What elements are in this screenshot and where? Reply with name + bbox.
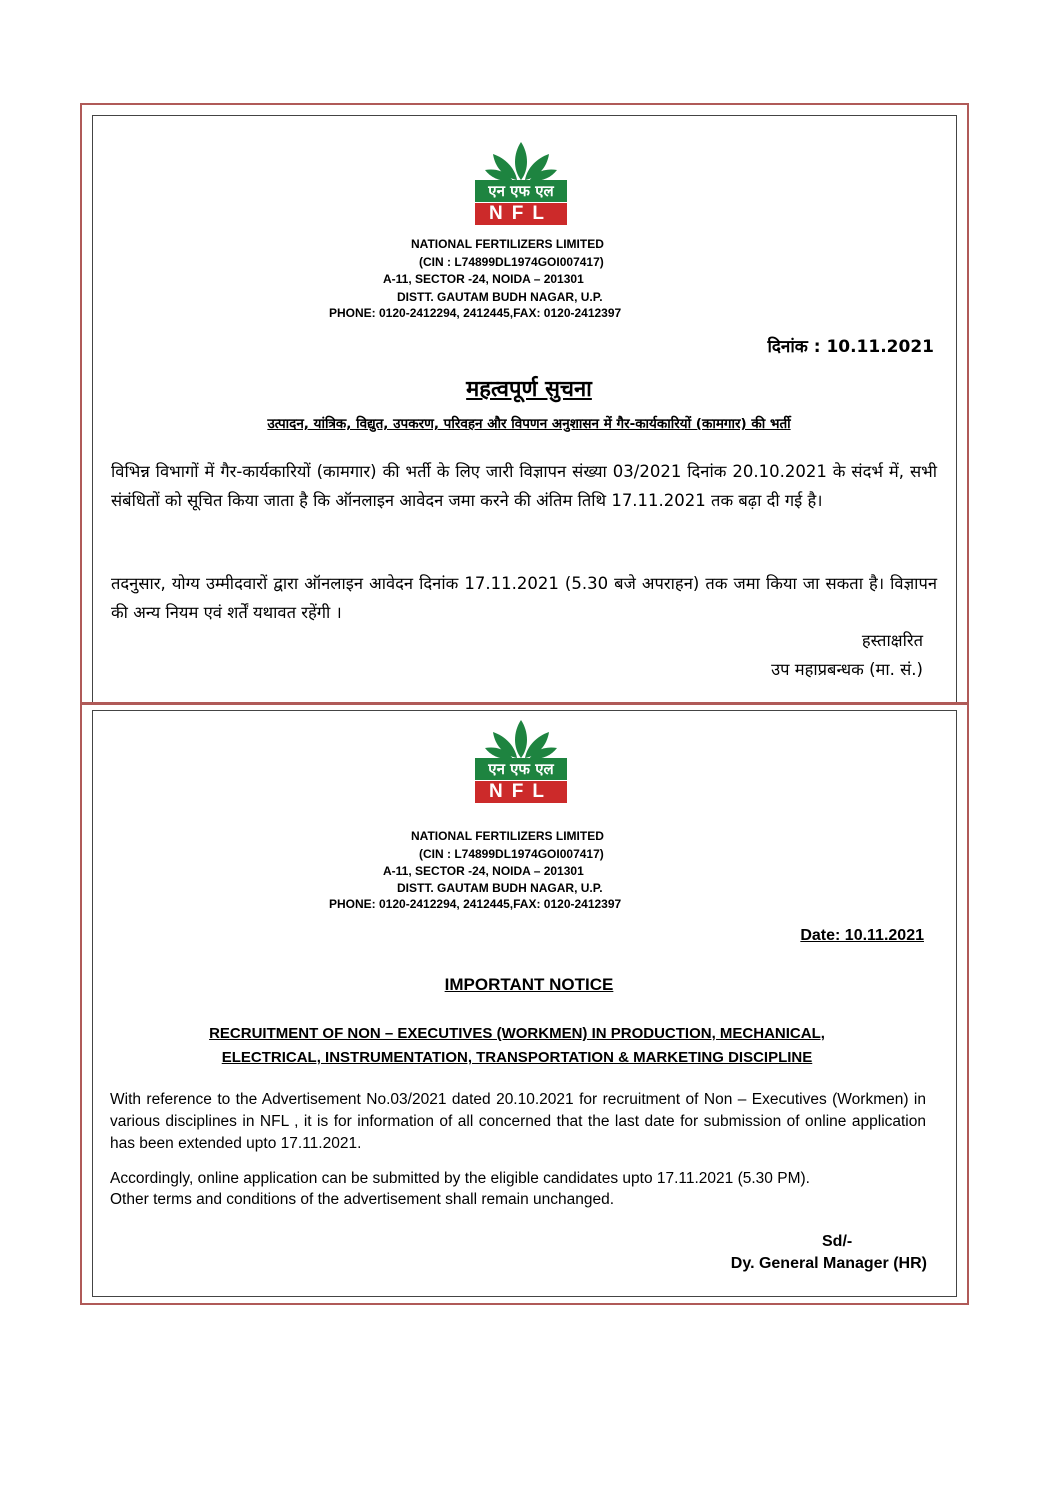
hindi-paragraph-2: तदनुसार, योग्य उम्मीदवारों द्वारा ऑनलाइन आवेदन दिनांक 17.11.2021 (5.30 बजे अपराहन) तक जमा किया जा सकता है। विज्ञापन की अन्य नियम एवं शर्तें यथावत रहेंगी ।	[111, 574, 937, 622]
company-cin: (CIN : L74899DL1974GOI007417)	[419, 847, 604, 861]
company-address-line1: A-11, SECTOR -24, NOIDA – 201301	[383, 864, 584, 878]
hindi-title: महत्वपूर्ण सुचना	[466, 377, 592, 402]
logo-hindi-text: एन एफ एल	[475, 180, 567, 202]
english-subtitle	[0, 1022, 1034, 1070]
hindi-subtitle: उत्पादन, यांत्रिक, विद्युत, उपकरण, परिवहन और विपणन अनुशासन में गैर-कार्यकारियों (कामगार) की भर्ती	[267, 416, 791, 432]
company-name: NATIONAL FERTILIZERS LIMITED	[411, 829, 604, 843]
hindi-paragraph-1: विभिन्न विभागों में गैर-कार्यकारियों (कामगार) की भर्ती के लिए जारी विज्ञापन संख्या 03/2021 दिनांक 20.10.2021 के संदर्भ में, सभी संबंधितों को सूचित किया जाता है कि ऑनलाइन आवेदन जमा करने की अंतिम तिथि 17.11.2021 तक बढ़ा दी गई है।	[111, 462, 937, 510]
company-name: NATIONAL FERTILIZERS LIMITED	[411, 237, 604, 251]
english-paragraph-2	[110, 1168, 810, 1210]
english-signed: Sd/-	[822, 1233, 853, 1250]
nfl-logo-english-section	[473, 718, 569, 802]
english-paragraph-2-line2: Other terms and conditions of the advertisement shall remain unchanged.	[110, 1191, 615, 1208]
nfl-leaf-icon	[473, 718, 569, 760]
hindi-date: दिनांक : 10.11.2021	[767, 337, 934, 357]
english-subtitle-line2: ELECTRICAL, INSTRUMENTATION, TRANSPORTATION & MARKETING DISCIPLINE	[221, 1049, 813, 1066]
logo-english-text: NFL	[475, 203, 567, 225]
nfl-logo-hindi-section	[473, 140, 569, 224]
english-date: Date: 10.11.2021	[800, 927, 924, 944]
company-cin: (CIN : L74899DL1974GOI007417)	[419, 255, 604, 269]
company-address-line1: A-11, SECTOR -24, NOIDA – 201301	[383, 272, 584, 286]
english-paragraph-2-line1: Accordingly, online application can be submitted by the eligible candidates upto 17.11.2021 (5.30 PM).	[110, 1170, 810, 1187]
company-phone: PHONE: 0120-2412294, 2412445,FAX: 0120-2412397	[329, 306, 622, 320]
hindi-signed: हस्ताक्षरित	[861, 631, 923, 650]
company-address-line2: DISTT. GAUTAM BUDH NAGAR, U.P.	[397, 881, 603, 895]
english-title: IMPORTANT NOTICE	[444, 975, 614, 994]
hindi-designation: उप महाप्रबन्धक (मा. सं.)	[771, 660, 923, 679]
logo-english-text: NFL	[475, 781, 567, 803]
english-subtitle-line1: RECRUITMENT OF NON – EXECUTIVES (WORKMEN) IN PRODUCTION, MECHANICAL,	[209, 1025, 825, 1042]
company-address-line2: DISTT. GAUTAM BUDH NAGAR, U.P.	[397, 290, 603, 304]
logo-hindi-text: एन एफ एल	[475, 758, 567, 780]
english-designation: Dy. General Manager (HR)	[730, 1255, 927, 1272]
company-phone: PHONE: 0120-2412294, 2412445,FAX: 0120-2412397	[329, 897, 622, 911]
nfl-leaf-icon	[473, 140, 569, 182]
english-paragraph-1: With reference to the Advertisement No.03/2021 dated 20.10.2021 for recruitment of Non – Executives (Workmen) in various disciplines in NFL , it is for information of all concerned that the last date for submission of online application has been extended upto 17.11.2021.	[110, 1091, 926, 1152]
